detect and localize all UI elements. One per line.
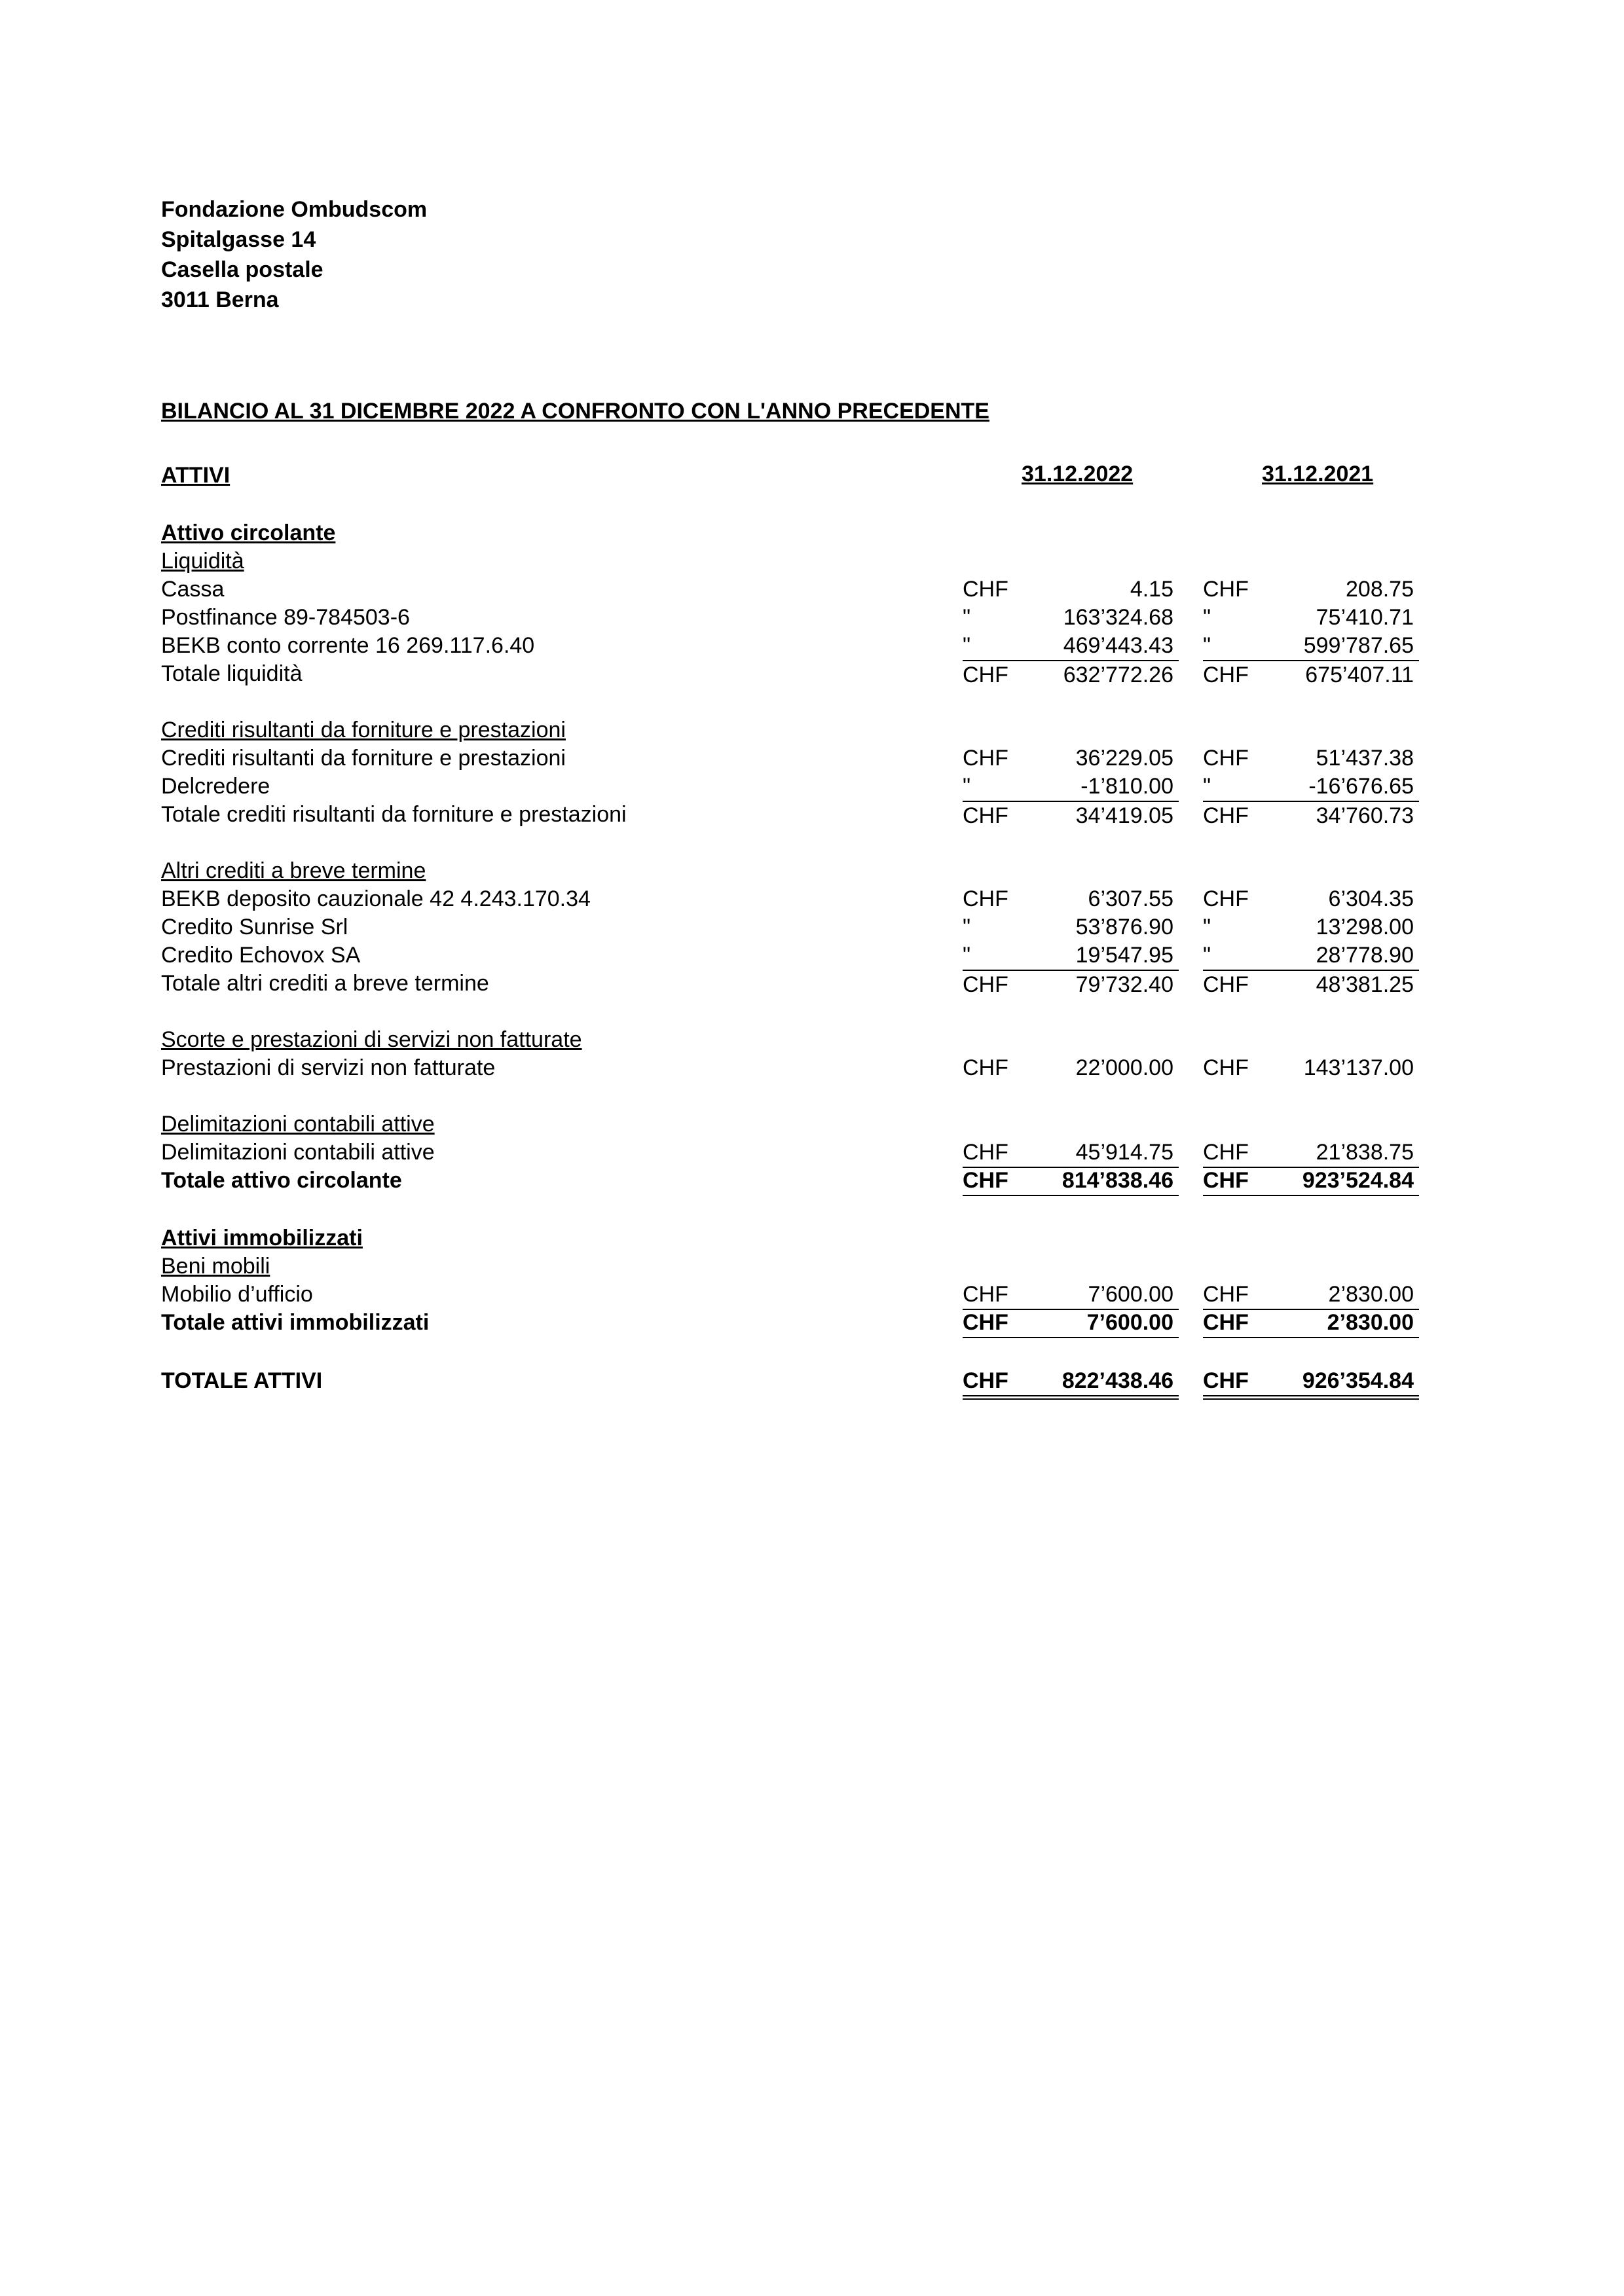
currency-label: CHF [1203, 886, 1249, 911]
currency-label: CHF [1203, 972, 1249, 997]
currency-label: " [963, 915, 971, 939]
column-header-row [0, 462, 1624, 490]
amount-value: 7’600.00 [1086, 1310, 1173, 1335]
amount-2021 [1203, 604, 1419, 632]
amount-value: 923’524.84 [1302, 1168, 1414, 1193]
table-row: Crediti risultanti da forniture e prestazioni CHF 36’229.05 CHF 51’437.38 [0, 744, 1624, 773]
amount-2021 [1203, 801, 1419, 830]
amount-value: 926’354.84 [1302, 1368, 1414, 1393]
subtotal-row: Totale crediti risultanti da forniture e prestazioni CHF 34’419.05 CHF 34’760.73 [0, 801, 1624, 829]
column-header-2022: 31.12.2022 [1022, 462, 1134, 486]
currency-label: CHF [963, 577, 1008, 602]
amount-2021 [1203, 1367, 1419, 1400]
amount-2022 [963, 773, 1179, 801]
currency-label: " [963, 943, 971, 968]
amount-2022 [963, 1309, 1179, 1338]
currency-label: CHF [963, 1055, 1008, 1080]
table-row: Delcredere " -1’810.00 " -16’676.65 [0, 773, 1624, 801]
amount-2022 [963, 604, 1179, 632]
amount-2021 [1203, 744, 1419, 773]
amount-2022 [963, 801, 1179, 830]
currency-label: CHF [1203, 1140, 1249, 1165]
amount-2021 [1203, 773, 1419, 801]
currency-label: CHF [963, 1310, 1008, 1335]
amount-2021 [1203, 885, 1419, 913]
city: 3011 Berna [161, 287, 279, 312]
currency-label: CHF [1203, 1055, 1249, 1080]
amount-value: 469’443.43 [1063, 633, 1173, 658]
amount-value: 7’600.00 [1088, 1282, 1173, 1307]
amount-2022 [963, 660, 1179, 689]
amount-2022 [963, 1054, 1179, 1082]
section-heading: Attivi immobilizzati [161, 1226, 363, 1250]
amount-2022 [963, 744, 1179, 773]
amount-2021 [1203, 632, 1419, 660]
amount-2022 [963, 1367, 1179, 1400]
subsection-heading: Delimitazioni contabili attive [161, 1112, 435, 1137]
amount-2022 [963, 632, 1179, 660]
currency-label: CHF [1203, 1368, 1249, 1393]
amount-2022 [963, 970, 1179, 999]
amount-2021 [1203, 575, 1419, 604]
amount-value: 208.75 [1346, 577, 1414, 602]
amount-2021 [1203, 1139, 1419, 1168]
currency-label: CHF [963, 972, 1008, 997]
currency-label: " [1203, 943, 1211, 968]
amount-2022 [963, 1281, 1179, 1310]
currency-label: " [1203, 915, 1211, 939]
amount-value: -16’676.65 [1308, 774, 1414, 799]
currency-label: CHF [1203, 1168, 1249, 1193]
currency-label: " [1203, 774, 1211, 799]
total-row: Totale attivi immobilizzati CHF 7’600.00 CHF 2’830.00 [0, 1309, 1624, 1337]
total-row: Totale attivo circolante CHF 814’838.46 CHF 923’524.84 [0, 1167, 1624, 1195]
amount-2021 [1203, 660, 1419, 689]
amount-2022 [963, 1167, 1179, 1196]
section-heading: Attivo circolante [161, 520, 336, 545]
amount-value: 28’778.90 [1316, 943, 1414, 968]
amount-value: 79’732.40 [1075, 972, 1173, 997]
amount-value: 632’772.26 [1063, 663, 1173, 687]
subsection-heading: Beni mobili [161, 1254, 270, 1279]
amount-2021 [1203, 1167, 1419, 1196]
amount-value: 51’437.38 [1316, 746, 1414, 771]
currency-label: CHF [1203, 746, 1249, 771]
po-box: Casella postale [161, 257, 323, 282]
amount-2022 [963, 913, 1179, 941]
currency-label: CHF [1203, 577, 1249, 602]
subtotal-row: Totale altri crediti a breve termine CHF 79’732.40 CHF 48’381.25 [0, 970, 1624, 998]
amount-value: 4.15 [1130, 577, 1173, 602]
amount-value: 22’000.00 [1075, 1055, 1173, 1080]
document-title: BILANCIO AL 31 DICEMBRE 2022 A CONFRONTO CON L'ANNO PRECEDENTE [161, 399, 989, 424]
amount-value: 143’137.00 [1303, 1055, 1414, 1080]
currency-label: CHF [963, 746, 1008, 771]
amount-value: 45’914.75 [1075, 1140, 1173, 1165]
currency-label: CHF [963, 663, 1008, 687]
currency-label: CHF [1203, 803, 1249, 828]
currency-label: CHF [963, 1368, 1008, 1393]
amount-value: 6’307.55 [1088, 886, 1173, 911]
amount-value: 48’381.25 [1316, 972, 1414, 997]
amount-2021 [1203, 970, 1419, 999]
subsection-heading: Altri crediti a breve termine [161, 858, 426, 883]
table-row: BEKB conto corrente 16 269.117.6.40 " 469’443.43 " 599’787.65 [0, 632, 1624, 660]
org-name: Fondazione Ombudscom [161, 197, 428, 222]
amount-value: 599’787.65 [1303, 633, 1414, 658]
table-row: Credito Sunrise Srl " 53’876.90 " 13’298.00 [0, 913, 1624, 941]
table-row: Prestazioni di servizi non fatturate CHF 22’000.00 CHF 143’137.00 [0, 1054, 1624, 1082]
amount-value: -1’810.00 [1080, 774, 1173, 799]
currency-label: CHF [1203, 1282, 1249, 1307]
amount-2022 [963, 575, 1179, 604]
amount-value: 53’876.90 [1075, 915, 1173, 939]
amount-2022 [963, 941, 1179, 970]
amount-value: 75’410.71 [1316, 605, 1414, 630]
amount-value: 34’760.73 [1316, 803, 1414, 828]
currency-label: " [1203, 633, 1211, 658]
section-heading-attivi: ATTIVI [161, 463, 231, 488]
table-row: Cassa CHF 4.15 CHF 208.75 [0, 575, 1624, 604]
subtotal-row: Totale liquidità CHF 632’772.26 CHF 675’407.11 [0, 660, 1624, 688]
amount-value: 2’830.00 [1327, 1310, 1414, 1335]
amount-2021 [1203, 1309, 1419, 1338]
subsection-heading: Liquidità [161, 549, 244, 574]
amount-value: 13’298.00 [1316, 915, 1414, 939]
amount-value: 36’229.05 [1075, 746, 1173, 771]
amount-value: 19’547.95 [1075, 943, 1173, 968]
currency-label: CHF [963, 803, 1008, 828]
table-row: Mobilio d’ufficio CHF 7’600.00 CHF 2’830.00 [0, 1281, 1624, 1309]
amount-2021 [1203, 1054, 1419, 1082]
amount-value: 21’838.75 [1316, 1140, 1414, 1165]
amount-2021 [1203, 941, 1419, 970]
column-header-2021: 31.12.2021 [1262, 462, 1374, 486]
amount-value: 163’324.68 [1063, 605, 1173, 630]
grand-total-row: TOTALE ATTIVI CHF 822’438.46 CHF 926’354.84 [0, 1367, 1624, 1395]
amount-2021 [1203, 1281, 1419, 1310]
address-block [161, 194, 427, 315]
subsection-heading: Crediti risultanti da forniture e prestazioni [161, 718, 566, 742]
currency-label: CHF [963, 886, 1008, 911]
table-row: Credito Echovox SA " 19’547.95 " 28’778.90 [0, 941, 1624, 970]
street: Spitalgasse 14 [161, 227, 316, 252]
currency-label: CHF [963, 1168, 1008, 1193]
amount-value: 6’304.35 [1328, 886, 1414, 911]
amount-2022 [963, 1139, 1179, 1168]
amount-2021 [1203, 913, 1419, 941]
currency-label: CHF [1203, 663, 1249, 687]
table-row: Postfinance 89-784503-6 " 163’324.68 " 75’410.71 [0, 604, 1624, 632]
table-row: Delimitazioni contabili attive CHF 45’914.75 CHF 21’838.75 [0, 1139, 1624, 1167]
subsection-heading: Scorte e prestazioni di servizi non fatturate [161, 1027, 582, 1052]
amount-value: 34’419.05 [1075, 803, 1173, 828]
amount-value: 2’830.00 [1328, 1282, 1414, 1307]
table-row: BEKB deposito cauzionale 42 4.243.170.34 CHF 6’307.55 CHF 6’304.35 [0, 885, 1624, 913]
amount-value: 822’438.46 [1061, 1368, 1173, 1393]
amount-2022 [963, 885, 1179, 913]
currency-label: CHF [1203, 1310, 1249, 1335]
currency-label: " [963, 633, 971, 658]
currency-label: " [963, 605, 971, 630]
currency-label: " [963, 774, 971, 799]
amount-value: 675’407.11 [1305, 663, 1414, 687]
amount-value: 814’838.46 [1061, 1168, 1173, 1193]
currency-label: CHF [963, 1140, 1008, 1165]
currency-label: " [1203, 605, 1211, 630]
currency-label: CHF [963, 1282, 1008, 1307]
